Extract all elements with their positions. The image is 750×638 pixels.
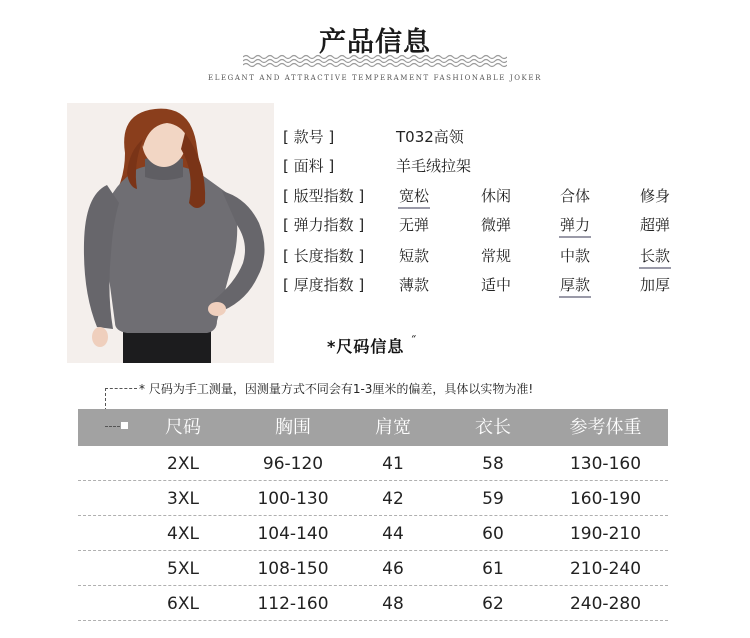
cell-weight: 240-280 [569, 594, 642, 614]
thickness-option: 加厚 [640, 276, 671, 294]
cell-shoulder: 48 [382, 594, 404, 614]
fabric-label: [ 面料 ] [283, 157, 335, 175]
header-chest: 胸围 [275, 417, 311, 438]
cell-size: 5XL [167, 559, 199, 579]
header-length: 衣长 [475, 417, 511, 438]
style-no-label: [ 款号 ] [283, 128, 335, 146]
stretch-option: 无弹 [399, 216, 430, 234]
header-size: 尺码 [165, 417, 201, 438]
fit-option: 修身 [640, 187, 671, 205]
stretch-option: 微弹 [481, 216, 512, 234]
page-subtitle: ELEGANT AND ATTRACTIVE TEMPERAMENT FASHIONABLE JOKER [208, 74, 542, 82]
note-bullet [121, 422, 128, 429]
length-option: 常规 [481, 247, 512, 265]
size-info-title: *尺码信息 ˝ [327, 334, 418, 356]
cell-size: 4XL [167, 524, 199, 544]
size-table [78, 409, 668, 621]
cell-size: 3XL [167, 489, 199, 509]
cell-length: 58 [482, 454, 504, 474]
cell-weight: 190-210 [569, 524, 642, 544]
cell-size: 2XL [167, 454, 199, 474]
cell-length: 61 [482, 559, 504, 579]
cell-chest: 96-120 [262, 454, 324, 474]
length-option-selected: 长款 [640, 247, 671, 265]
length-option: 短款 [399, 247, 430, 265]
fabric-value: 羊毛绒拉架 [396, 157, 472, 175]
stretch-option-selected: 弹力 [560, 216, 591, 234]
cell-chest: 108-150 [257, 559, 329, 579]
cell-weight: 210-240 [569, 559, 642, 579]
thickness-option: 薄款 [399, 276, 430, 294]
thickness-option-selected: 厚款 [560, 276, 591, 294]
cell-length: 59 [482, 489, 504, 509]
table-row [78, 586, 668, 621]
stretch-index-label: [ 弹力指数 ] [283, 216, 365, 234]
thickness-option: 适中 [481, 276, 512, 294]
product-photo [67, 103, 274, 363]
fit-option: 合体 [560, 187, 591, 205]
cell-length: 60 [482, 524, 504, 544]
cell-weight: 130-160 [569, 454, 642, 474]
header-shoulder: 肩宽 [375, 417, 411, 438]
note-connector-end [105, 426, 120, 427]
length-option: 中款 [560, 247, 591, 265]
cell-chest: 100-130 [257, 489, 329, 509]
thickness-index-label: [ 厚度指数 ] [283, 276, 365, 294]
table-row [78, 516, 668, 551]
length-index-label: [ 长度指数 ] [283, 247, 365, 265]
table-row [78, 481, 668, 516]
cell-shoulder: 41 [382, 454, 404, 474]
cell-shoulder: 46 [382, 559, 404, 579]
fit-option: 休闲 [481, 187, 512, 205]
stretch-option: 超弹 [640, 216, 671, 234]
fit-option-selected: 宽松 [399, 187, 430, 205]
note-connector [105, 388, 137, 389]
cell-size: 6XL [167, 594, 199, 614]
measurement-note: * 尺码为手工测量，因测量方式不同会有1-3厘米的偏差，具体以实物为准! [139, 382, 534, 396]
cell-shoulder: 44 [382, 524, 404, 544]
cell-shoulder: 42 [382, 489, 404, 509]
size-table-header [78, 409, 668, 446]
wave-divider [243, 53, 507, 69]
cell-chest: 112-160 [257, 594, 329, 614]
cell-chest: 104-140 [257, 524, 329, 544]
cell-length: 62 [482, 594, 504, 614]
table-row [78, 446, 668, 481]
page-title: 产品信息 [319, 27, 431, 58]
fit-index-label: [ 版型指数 ] [283, 187, 365, 205]
style-no-value: T032高领 [396, 128, 464, 146]
table-row [78, 551, 668, 586]
header-weight: 参考体重 [569, 417, 642, 438]
cell-weight: 160-190 [569, 489, 642, 509]
